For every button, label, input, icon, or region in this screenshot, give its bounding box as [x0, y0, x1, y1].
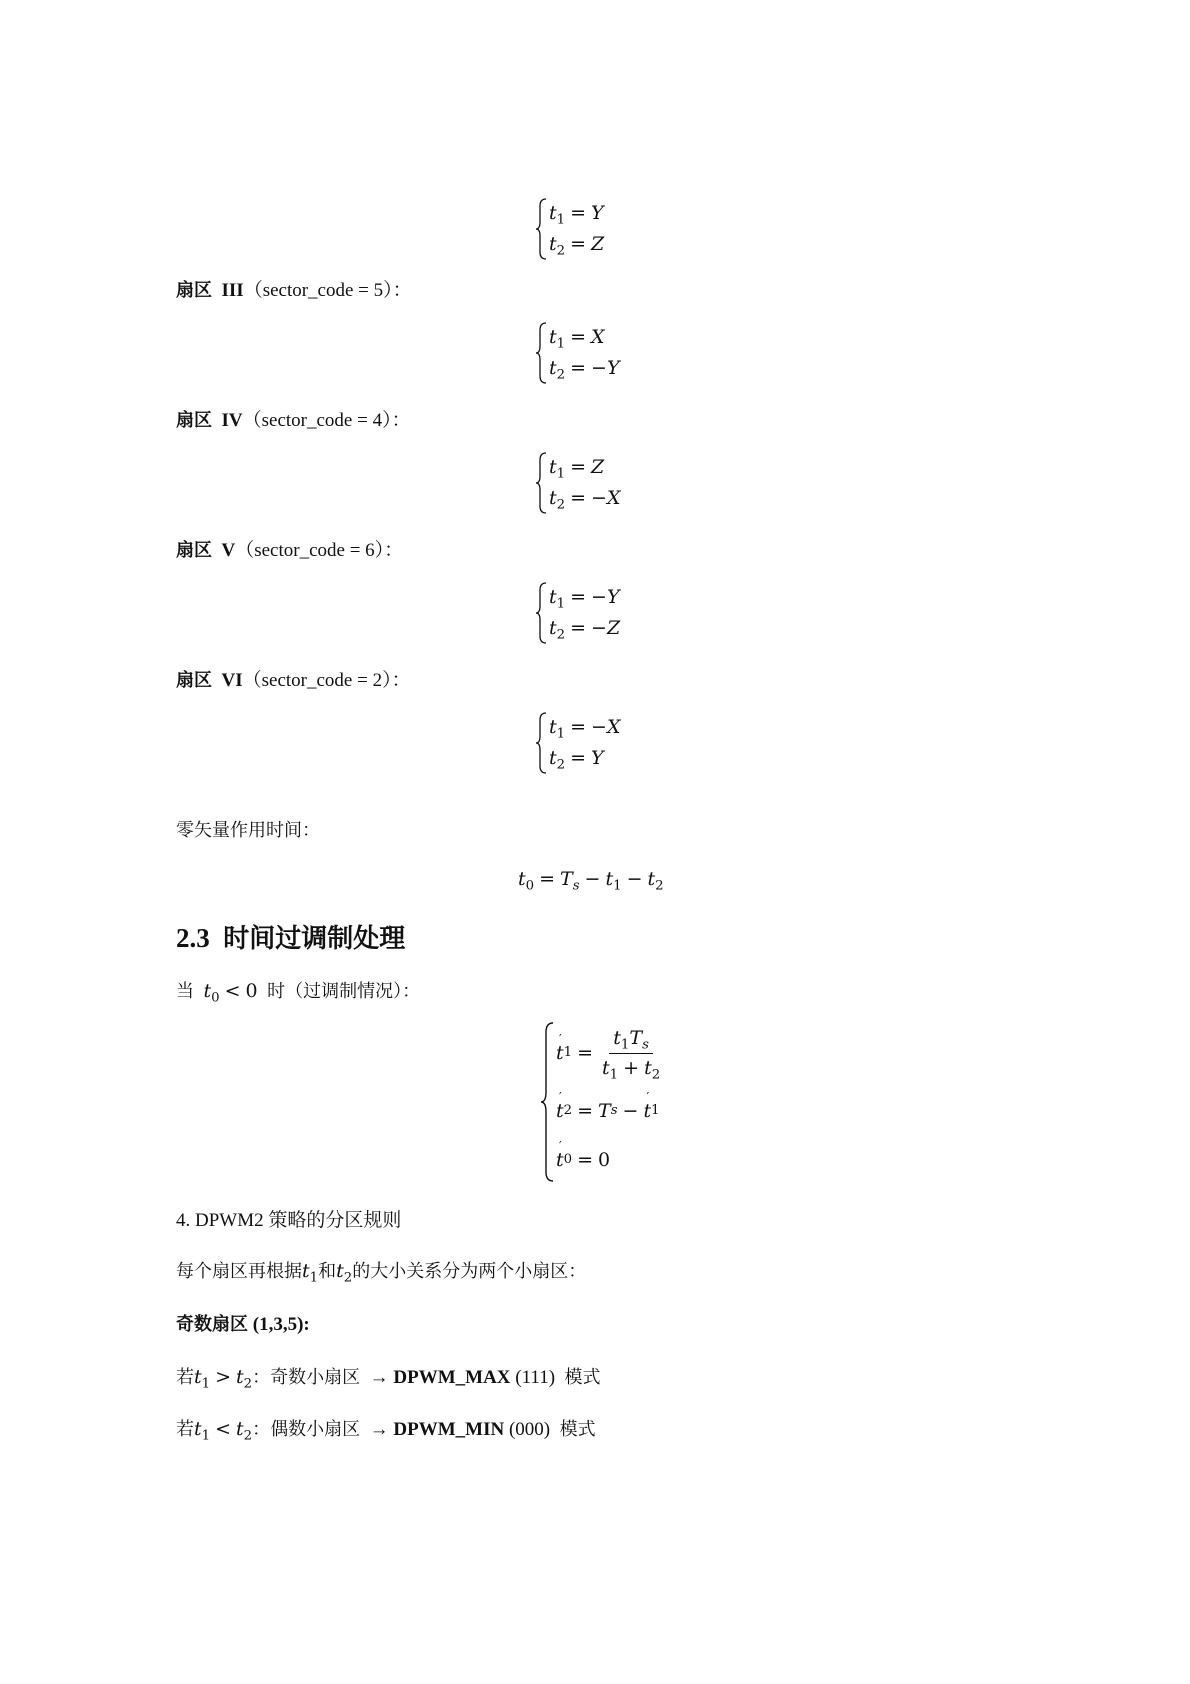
eq-rhs: Z [591, 233, 605, 255]
eq-rhs: −X [591, 716, 621, 738]
equation-system-sector-v: $t_1 = -Y$ $t_2 = -Z$ [535, 582, 620, 644]
overmod-intro: 当 $t_0 < 0$ 时（过调制情况）： [176, 980, 421, 1006]
sector-vi-label: 扇区 VI（sector_code = 2）： [176, 670, 411, 691]
section-heading-2-3: 2.3 时间过调制处理 [176, 923, 406, 954]
odd-sector-label: 奇数扇区 (1,3,5): [176, 1314, 310, 1335]
dpwm-title: 4. DPWM2 策略的分区规则 [176, 1210, 402, 1231]
equation-system-prev: $t_1 = Y$ $t_2 = Z$ [535, 198, 604, 260]
eq-rhs: Y [591, 747, 604, 769]
equation-system-sector-iii: $t_1 = X$ $t_2 = -Y$ [535, 322, 620, 384]
eq-rhs: X [591, 326, 605, 348]
rule-odd-subsector: 若$t_1 > t_2$：奇数小扇区 → DPWM_MAX (111) 模式 [176, 1366, 601, 1392]
eq-rhs: −Z [591, 617, 621, 639]
dpwm-description: 每个扇区再根据$t_1$和$t_2$的大小关系分为两个小扇区： [176, 1260, 587, 1286]
sector-iii-label: 扇区 III（sector_code = 5）： [176, 280, 412, 301]
equation-system-sector-iv: $t_1 = Z$ $t_2 = -X$ [535, 452, 620, 514]
equation-system-sector-vi: $t_1 = -X$ $t_2 = Y$ [535, 712, 620, 774]
zero-vector-label: 零矢量作用时间： [176, 820, 320, 841]
eq-rhs: −Y [591, 586, 620, 608]
sector-v-label: 扇区 V（sector_code = 6）： [176, 540, 404, 561]
eq-rhs: −Y [591, 357, 620, 379]
eq-rhs: Z [591, 456, 605, 478]
eq-rhs: 0 [598, 1149, 611, 1171]
eq-rhs: −X [591, 487, 621, 509]
sector-iv-label: 扇区 IV（sector_code = 4）： [176, 410, 411, 431]
eq-rhs: Y [591, 202, 604, 224]
equation-system-overmod: t ′ 1 = $\frac{t_1T_s}{t_1 + t_2}$ t ′ 2 = T s − t ′ 1 t ′ 0 = 0 [540, 1022, 664, 1182]
rule-even-subsector: 若$t_1 < t_2$：偶数小扇区 → DPWM_MIN (000) 模式 [176, 1418, 596, 1444]
zero-vector-equation: $t_0 = T_s - t_1 - t_2$ [518, 868, 664, 894]
